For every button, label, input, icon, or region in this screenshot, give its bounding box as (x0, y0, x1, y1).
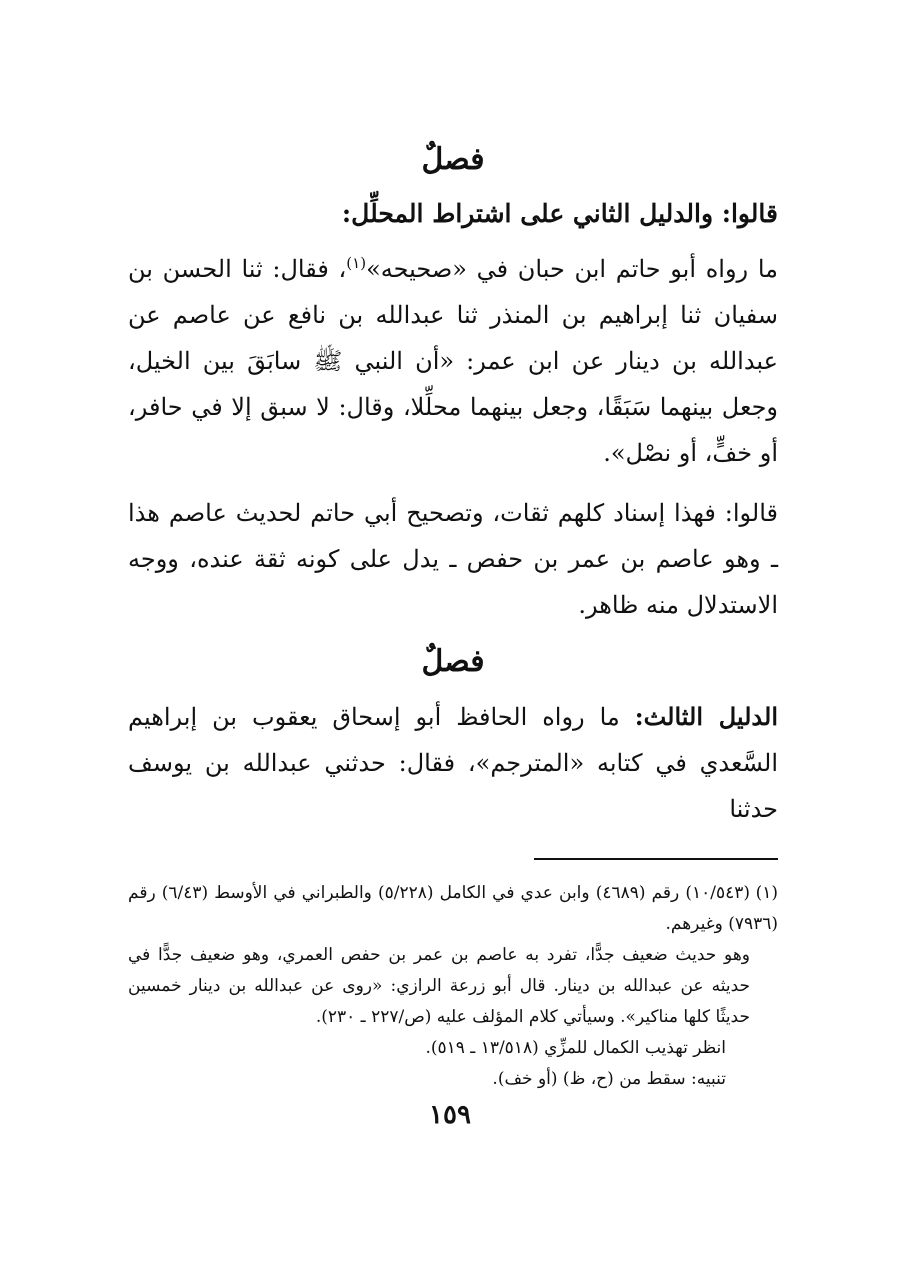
page-number: ١٥٩ (429, 1100, 471, 1130)
footnote-text: انظر تهذيب الكمال للمزِّي (١٣/٥١٨ ـ ٥١٩). (425, 1038, 726, 1058)
evidence-label: الدليل الثالث: (634, 702, 779, 731)
footnote-text: تنبيه: سقط من (ح، ظ) (أو خف). (492, 1069, 726, 1089)
footnote-number: (١) (755, 883, 778, 903)
paragraph-text: ، فقال: ثنا الحسن بن سفيان ثنا إبراهيم بن المنذر ثنا عبدالله بن نافع عن عاصم عن عبدالله بن دينار عن ابن عمر: «أن النبي ﷺ سابَقَ بين الخيل، وجعل بينهما سَبَقًا، وجعل بينهما محلِّلا، وقال: لا سبق إلا في حافر، أو خفٍّ، أو نصْل». (128, 255, 778, 467)
chapter-heading: قالوا: والدليل الثاني على اشتراط المحلِّل: (341, 199, 778, 228)
paragraph-text: ما رواه الحافظ أبو إسحاق يعقوب بن إبراهيم السَّعدي في كتابه «المترجم»، فقال: حدثني عبدالله بن يوسف حدثنا (128, 703, 778, 823)
footnote-divider (534, 858, 778, 860)
paragraph-third-evidence (128, 694, 778, 832)
footnote-item (128, 878, 778, 940)
footnote-text: (١٠/٥٤٣) رقم (٤٦٨٩) وابن عدي في الكامل (٥/٢٢٨) والطبراني في الأوسط (٦/٤٣) رقم (٧٩٣٦) وغيرهم. (128, 883, 778, 934)
section-title: فصلٌ (421, 142, 485, 177)
section-title: فصلٌ (421, 644, 485, 679)
page-body (128, 140, 778, 1095)
footnote-reference[interactable]: (١) (346, 254, 367, 272)
footnote-text: وهو حديث ضعيف جدًّا، تفرد به عاصم بن عمر بن حفص العمري، وهو ضعيف جدًّا في حديثه عن عبدالله بن دينار. قال أبو زرعة الرازي: «روى عن عبدالله بن دينار خمسين حديثًا كلها مناكير». وسيأتي كلام المؤلف عليه (ص/٢٢٧ ـ ٢٣٠). (128, 945, 750, 1027)
footnotes (128, 878, 778, 1095)
paragraph-argument: قالوا: فهذا إسناد كلهم ثقات، وتصحيح أبي حاتم لحديث عاصم هذا ـ وهو عاصم بن عمر بن حفص ـ يدل على كونه ثقة عنده، ووجه الاستدلال منه ظاهر. (128, 499, 778, 619)
paragraph-text: ما رواه أبو حاتم ابن حبان في «صحيحه» (366, 255, 778, 283)
paragraph-hadith (128, 246, 778, 476)
